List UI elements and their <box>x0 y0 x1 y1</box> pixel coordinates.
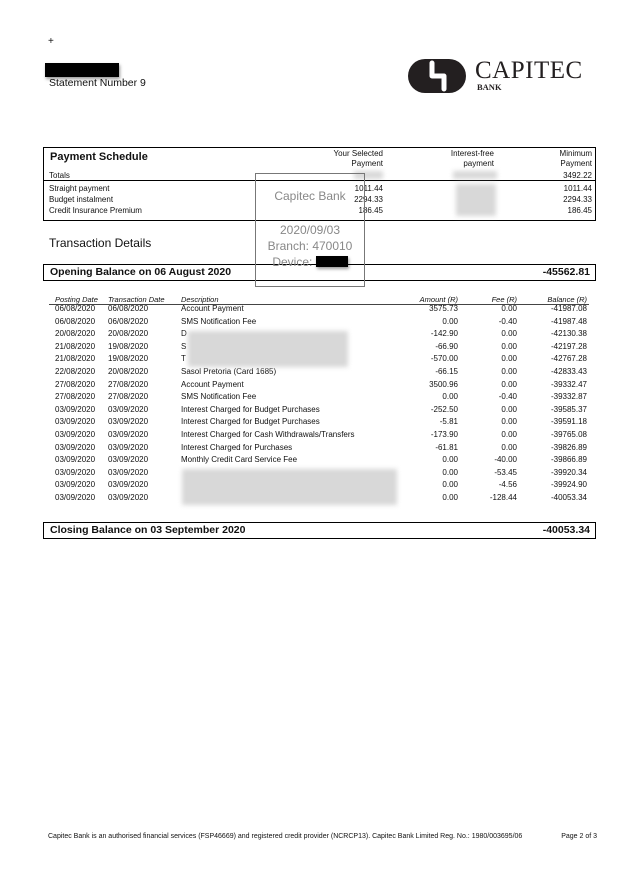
txn-cell-fee: -0.40 <box>498 316 517 326</box>
redacted-descriptions <box>188 331 348 367</box>
th-description: Description <box>181 295 219 304</box>
txn-cell-posting: 03/09/2020 <box>55 404 96 414</box>
col-header-line: Minimum <box>559 149 592 158</box>
transaction-details-title: Transaction Details <box>49 236 152 250</box>
txn-cell-fee: 0.00 <box>501 430 517 439</box>
txn-cell-amount: -570.00 <box>430 354 458 364</box>
ps-row-label: Budget instalment <box>49 195 114 204</box>
txn-cell-desc: Monthly Credit Card Service Fee <box>181 455 298 465</box>
txn-cell-txn: 03/09/2020 <box>108 493 149 502</box>
txn-cell-fee: 0.00 <box>501 367 517 376</box>
col-header-minimum <box>540 149 592 169</box>
redacted-interest-free-values <box>456 184 496 216</box>
txn-cell-desc: SMS Notification Fee <box>181 316 257 326</box>
txn-cell-posting: 03/09/2020 <box>55 417 96 427</box>
txn-cell-fee: -4.56 <box>498 480 517 490</box>
txn-cell-fee: 0.00 <box>501 341 517 351</box>
txn-cell-balance: -39585.37 <box>550 404 587 414</box>
txn-cell-posting: 27/08/2020 <box>55 379 96 389</box>
txn-cell-desc: Account Payment <box>181 379 244 389</box>
txn-cell-amount: -5.81 <box>439 417 458 427</box>
txn-cell-amount: 0.00 <box>442 392 458 402</box>
txn-cell-amount: 0.00 <box>442 316 458 326</box>
col-header-line: Interest-free <box>450 149 494 158</box>
txn-cell-amount: 3575.73 <box>429 304 458 313</box>
txn-cell-fee: -53.45 <box>494 467 517 477</box>
txn-cell-desc: Sasol Pretoria (Card 1685) <box>181 367 277 376</box>
ps-row-minimum: 186.45 <box>567 206 592 215</box>
txn-cell-txn: 03/09/2020 <box>108 404 149 414</box>
txn-cell-txn: 03/09/2020 <box>108 455 149 465</box>
col-header-line: payment <box>463 159 494 168</box>
txn-cell-balance: -39920.34 <box>550 467 587 477</box>
col-header-selected <box>330 149 383 169</box>
redacted-device <box>316 256 348 267</box>
txn-cell-balance: -41987.48 <box>550 316 587 326</box>
txn-cell-balance: -39765.08 <box>550 430 587 439</box>
statement-number: Statement Number 9 <box>49 77 146 89</box>
txn-cell-amount: 0.00 <box>442 455 458 465</box>
stamp-date: 2020/09/03 <box>279 223 341 237</box>
txn-cell-txn: 27/08/2020 <box>108 379 149 389</box>
ps-row-selected: 186.45 <box>358 206 383 215</box>
txn-cell-desc: Interest Charged for Purchases <box>181 442 293 452</box>
txn-cell-amount: -173.90 <box>430 430 458 439</box>
txn-cell-desc: Interest Charged for Budget Purchases <box>181 417 320 427</box>
txn-cell-balance: -41987.08 <box>550 304 587 313</box>
ps-row-selected: 1011.44 <box>354 184 383 193</box>
totals-label: Totals <box>49 171 70 180</box>
plus-mark: + <box>48 36 54 47</box>
txn-cell-balance: -42767.28 <box>550 354 587 364</box>
th-amount: Amount (R) <box>419 295 458 304</box>
txn-cell-txn: 19/08/2020 <box>108 341 149 351</box>
txn-cell-txn: 27/08/2020 <box>108 392 149 402</box>
txn-cell-balance: -39924.90 <box>550 480 587 490</box>
closing-balance-value: -40053.34 <box>542 524 590 536</box>
stamp-device-label: Device: <box>272 255 313 269</box>
opening-balance-label: Opening Balance on 06 August 2020 <box>50 266 232 278</box>
txn-cell-amount: -66.15 <box>435 367 458 376</box>
txn-cell-amount: 0.00 <box>442 480 458 490</box>
txn-cell-balance: -39866.89 <box>550 455 587 465</box>
txn-cell-txn: 06/08/2020 <box>108 304 149 313</box>
txn-cell-fee: -40.00 <box>494 455 517 465</box>
totals-minimum: 3492.22 <box>563 171 592 180</box>
txn-cell-fee: -0.40 <box>498 392 517 402</box>
th-posting-date: Posting Date <box>55 295 98 304</box>
th-fee: Fee (R) <box>491 295 517 304</box>
txn-cell-txn: 03/09/2020 <box>108 430 149 439</box>
txn-cell-fee: 0.00 <box>501 304 517 313</box>
redacted-descriptions <box>182 469 397 505</box>
col-header-interest-free <box>440 149 494 169</box>
capitec-logo-icon <box>408 58 466 94</box>
bank-stamp <box>255 173 365 287</box>
payment-schedule-title: Payment Schedule <box>50 151 148 163</box>
txn-cell-posting: 22/08/2020 <box>55 367 96 376</box>
txn-cell-txn: 03/09/2020 <box>108 417 149 427</box>
txn-cell-amount: -142.90 <box>430 329 458 339</box>
txn-cell-amount: -66.90 <box>435 341 458 351</box>
ps-row-selected: 2294.33 <box>354 195 383 204</box>
logo-wordmark: CAPITEC <box>475 57 583 84</box>
txn-cell-amount: -61.81 <box>435 442 458 452</box>
txn-cell-txn: 03/09/2020 <box>108 467 149 477</box>
txn-cell-txn: 20/08/2020 <box>108 367 149 376</box>
txn-cell-posting: 03/09/2020 <box>55 480 96 490</box>
txn-cell-fee: 0.00 <box>501 417 517 427</box>
txn-cell-txn: 03/09/2020 <box>108 442 149 452</box>
txn-cell-posting: 20/08/2020 <box>55 329 96 339</box>
txn-cell-posting: 03/09/2020 <box>55 493 96 502</box>
ps-row-minimum: 1011.44 <box>563 184 592 193</box>
logo-subtitle: BANK <box>477 82 502 92</box>
capitec-logo <box>408 58 593 94</box>
txn-cell-txn: 19/08/2020 <box>108 354 149 364</box>
opening-balance-value: -45562.81 <box>542 266 590 278</box>
txn-cell-posting: 03/09/2020 <box>55 442 96 452</box>
col-header-line: Your Selected <box>333 149 383 158</box>
txn-cell-posting: 21/08/2020 <box>55 341 96 351</box>
txn-cell-posting: 03/09/2020 <box>55 455 96 465</box>
txn-cell-fee: 0.00 <box>501 329 517 339</box>
txn-cell-desc: Interest Charged for Cash Withdrawals/Transfers <box>181 430 355 439</box>
txn-cell-balance: -39591.18 <box>550 417 587 427</box>
txn-cell-balance: -39332.87 <box>550 392 587 402</box>
txn-cell-fee: 0.00 <box>501 354 517 364</box>
txn-cell-balance: -42130.38 <box>550 329 587 339</box>
txn-cell-fee: -128.44 <box>489 493 517 502</box>
txn-cell-posting: 03/09/2020 <box>55 430 96 439</box>
redacted-total-interest-free <box>453 171 497 179</box>
txn-cell-fee: 0.00 <box>501 404 517 414</box>
txn-cell-txn: 20/08/2020 <box>108 329 149 339</box>
txn-cell-desc: SMS Notification Fee <box>181 392 257 402</box>
txn-cell-balance: -39332.47 <box>550 379 587 389</box>
txn-cell-txn: 06/08/2020 <box>108 316 149 326</box>
txn-cell-balance: -42197.28 <box>550 341 587 351</box>
txn-cell-balance: -42833.43 <box>550 367 587 376</box>
stamp-bank: Capitec Bank <box>274 189 346 203</box>
txn-cell-desc: Account Payment <box>181 304 244 313</box>
txn-cell-amount: -252.50 <box>430 404 458 414</box>
ps-row-label: Straight payment <box>49 184 110 193</box>
txn-cell-amount: 3500.96 <box>429 379 458 389</box>
txn-cell-posting: 06/08/2020 <box>55 316 96 326</box>
th-balance: Balance (R) <box>547 295 587 304</box>
txn-cell-txn: 03/09/2020 <box>108 480 149 490</box>
txn-cell-posting: 21/08/2020 <box>55 354 96 364</box>
ps-row-minimum: 2294.33 <box>563 195 592 204</box>
closing-balance-label: Closing Balance on 03 September 2020 <box>50 524 246 536</box>
th-transaction-date: Transaction Date <box>108 295 165 304</box>
ps-row-label: Credit Insurance Premium <box>49 206 142 215</box>
txn-cell-posting: 06/08/2020 <box>55 304 96 313</box>
redacted-account-name <box>45 63 119 77</box>
stamp-branch: Branch: 470010 <box>267 239 353 253</box>
footer-disclaimer: Capitec Bank is an authorised financial services (FSP46669) and registered credit provider (NCRCP13). Capitec Bank Limited Reg. No.: 1980/003695/06 <box>48 833 523 840</box>
col-header-line: Payment <box>351 159 383 168</box>
page-number: Page 2 of 3 <box>561 833 597 840</box>
txn-cell-posting: 27/08/2020 <box>55 392 96 402</box>
txn-cell-fee: 0.00 <box>501 379 517 389</box>
col-header-line: Payment <box>560 159 592 168</box>
closing-balance-box <box>43 522 596 539</box>
txn-cell-amount: 0.00 <box>442 493 458 502</box>
txn-cell-amount: 0.00 <box>442 467 458 477</box>
txn-cell-balance: -39826.89 <box>550 442 587 452</box>
txn-cell-posting: 03/09/2020 <box>55 467 96 477</box>
txn-cell-desc: Interest Charged for Budget Purchases <box>181 404 320 414</box>
txn-cell-fee: 0.00 <box>501 442 517 452</box>
txn-cell-balance: -40053.34 <box>550 493 587 502</box>
txn-cell-desc: S <box>181 341 187 351</box>
txn-cell-desc: T <box>181 354 186 364</box>
txn-cell-desc: D <box>181 329 187 339</box>
